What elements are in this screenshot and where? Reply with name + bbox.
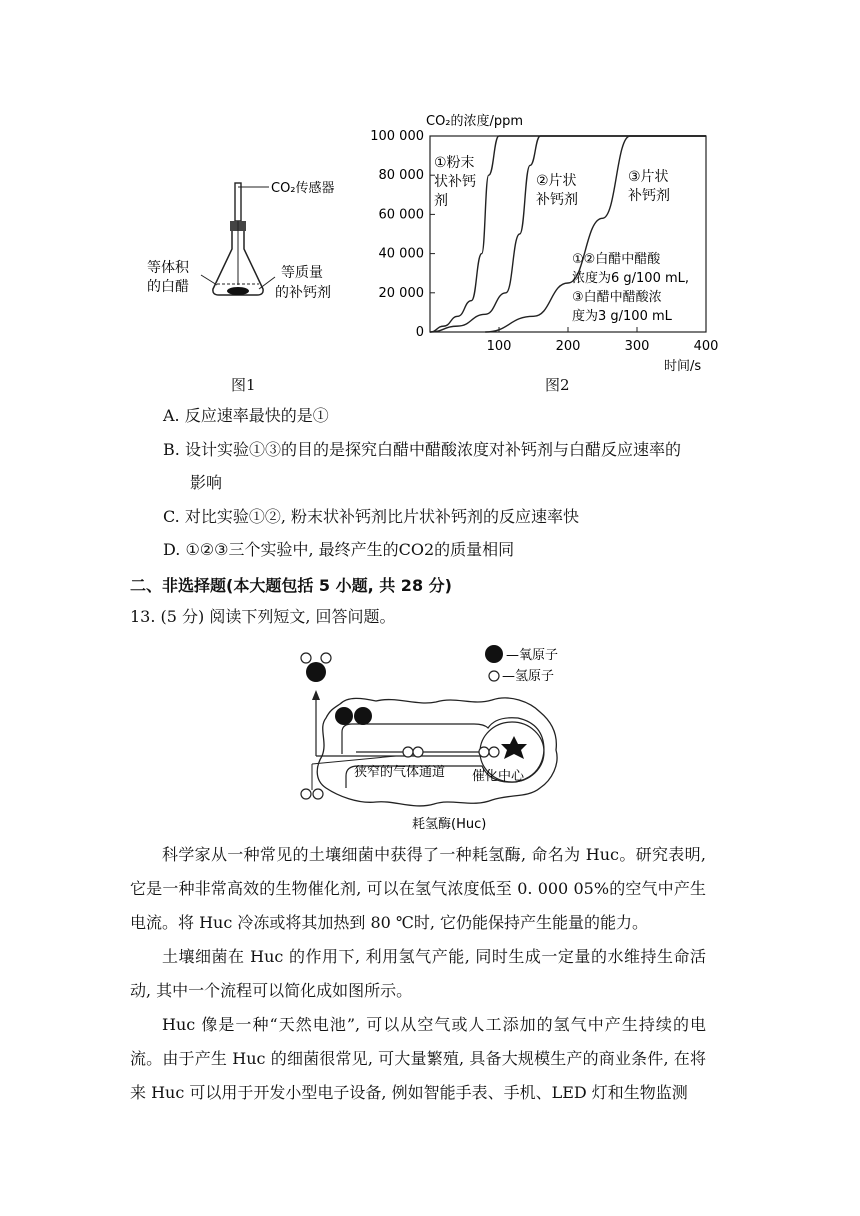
option-c-text: 对比实验①②, 粉末状补钙剂比片状补钙剂的反应速率快	[184, 507, 580, 526]
right-label-2: 的补钙剂	[275, 285, 331, 301]
channel-label: 狭窄的气体通道	[354, 765, 446, 780]
o2-atom-1	[335, 707, 353, 725]
x-tick-label: 300	[624, 339, 650, 354]
left-leader	[201, 275, 217, 285]
o2-atom-2	[354, 707, 372, 725]
right-label-1: 等质量	[281, 265, 323, 281]
option-d-text: ①②③三个实验中, 最终产生的CO2的质量相同	[185, 540, 515, 559]
x-tick-label: 400	[693, 339, 719, 354]
curve1-label-3: 剂	[434, 193, 448, 209]
legend-hydrogen-label: —氢原子	[502, 669, 555, 684]
note-line-4: 度为3 g/100 mL	[572, 309, 672, 324]
left-label-1: 等体积	[147, 260, 189, 276]
option-c	[163, 507, 579, 527]
y-tick-label: 60 000	[378, 207, 424, 223]
option-d-letter: D.	[163, 540, 181, 559]
figure2-caption: 图2	[545, 376, 570, 394]
h2-atom-4	[489, 747, 499, 757]
y-tick-label: 80 000	[378, 168, 424, 184]
paragraph-2: 土壤细菌在 Huc 的作用下, 利用氢气产能, 同时生成一定量的水维持生命活动, 其中一个流程可以简化成如图所示。	[130, 947, 706, 1000]
incoming-h2-atom-1	[301, 789, 311, 799]
x-axis-label: 时间/s	[664, 359, 702, 374]
option-a	[163, 406, 329, 426]
note-line-1: ①②白醋中醋酸	[572, 252, 661, 267]
note-line-3: ③白醋中醋酸浓	[572, 290, 662, 305]
option-d	[163, 540, 514, 560]
section-title: 二、非选择题(本大题包括 5 小题, 共 28 分)	[130, 576, 452, 595]
curve1-label-2: 状补钙	[434, 174, 476, 190]
water-hydrogen-atom-2	[321, 653, 331, 663]
incoming-h2-atom-2	[313, 789, 323, 799]
legend-oxygen-label: —氧原子	[506, 648, 559, 663]
option-b	[163, 440, 681, 460]
h2-atom-3	[479, 747, 489, 757]
curve3-label-1: ③片状	[628, 169, 669, 185]
question-13: 13. (5 分) 阅读下列短文, 回答问题。	[130, 607, 396, 626]
figure2-chart	[360, 108, 730, 374]
water-hydrogen-atom-1	[301, 653, 311, 663]
h2-entry-line	[312, 756, 396, 764]
calcium-tablet	[227, 287, 249, 295]
figure1-caption: 图1	[231, 376, 256, 394]
option-b-continued: 影响	[190, 473, 223, 492]
h2-atom-2	[413, 747, 423, 757]
legend-hydrogen-atom	[489, 671, 499, 681]
water-oxygen-atom	[306, 662, 326, 682]
paragraph-3: Huc 像是一种“天然电池”, 可以从空气或人工添加的氢气中产生持续的电流。由于产生 Huc 的细菌很常见, 可大量繁殖, 具备大规模生产的商业条件, 在将来 Huc 可以用于开发小型电子设备, 例如智能手表、手机、LED 灯和生物监测	[130, 1015, 706, 1102]
note-line-2: 浓度为6 g/100 mL,	[572, 271, 690, 286]
y-tick-label: 0	[415, 325, 424, 340]
legend-oxygen-atom	[485, 645, 503, 663]
curve2-label-1: ②片状	[536, 173, 577, 189]
right-leader	[259, 277, 275, 289]
option-c-letter: C.	[163, 507, 180, 526]
option-b-letter: B.	[163, 440, 180, 459]
figure1-apparatus	[135, 165, 360, 315]
y-tick-label: 100 000	[370, 129, 424, 144]
left-label-2: 的白醋	[147, 279, 189, 295]
y-tick-label: 40 000	[378, 246, 424, 262]
y-axis-label: CO₂的浓度/ppm	[426, 114, 524, 129]
option-a-letter: A.	[163, 406, 180, 425]
option-b-text: 设计实验①③的目的是探究白醋中醋酸浓度对补钙剂与白醋反应速率的	[184, 440, 681, 459]
paragraph-1: 科学家从一种常见的土壤细菌中获得了一种耗氢酶, 命名为 Huc。研究表明, 它是一种非常高效的生物催化剂, 可以在氢气浓度低至 0. 000 05%的空气中产生电流。将 Huc 冷冻或将其加热到 80 ℃时, 它仍能保持产生能量的能力。	[130, 845, 706, 932]
enzyme-diagram	[296, 638, 596, 838]
curve3-label-2: 补钙剂	[628, 188, 670, 204]
y-tick-label: 20 000	[378, 285, 424, 301]
curve1-label-1: ①粉末	[434, 155, 475, 171]
h2-atom-1	[403, 747, 413, 757]
x-tick-label: 100	[486, 339, 512, 354]
curve2-label-2: 补钙剂	[536, 192, 578, 208]
water-arrow	[312, 690, 320, 700]
sensor-label: CO₂传感器	[271, 181, 335, 196]
catalytic-center-star	[501, 736, 527, 759]
enzyme-name: 耗氢酶(Huc)	[412, 817, 487, 832]
sensor-probe	[235, 183, 241, 221]
option-a-text: 反应速率最快的是①	[184, 406, 329, 425]
x-tick-label: 200	[555, 339, 581, 354]
catalytic-center-label: 催化中心	[472, 769, 525, 784]
